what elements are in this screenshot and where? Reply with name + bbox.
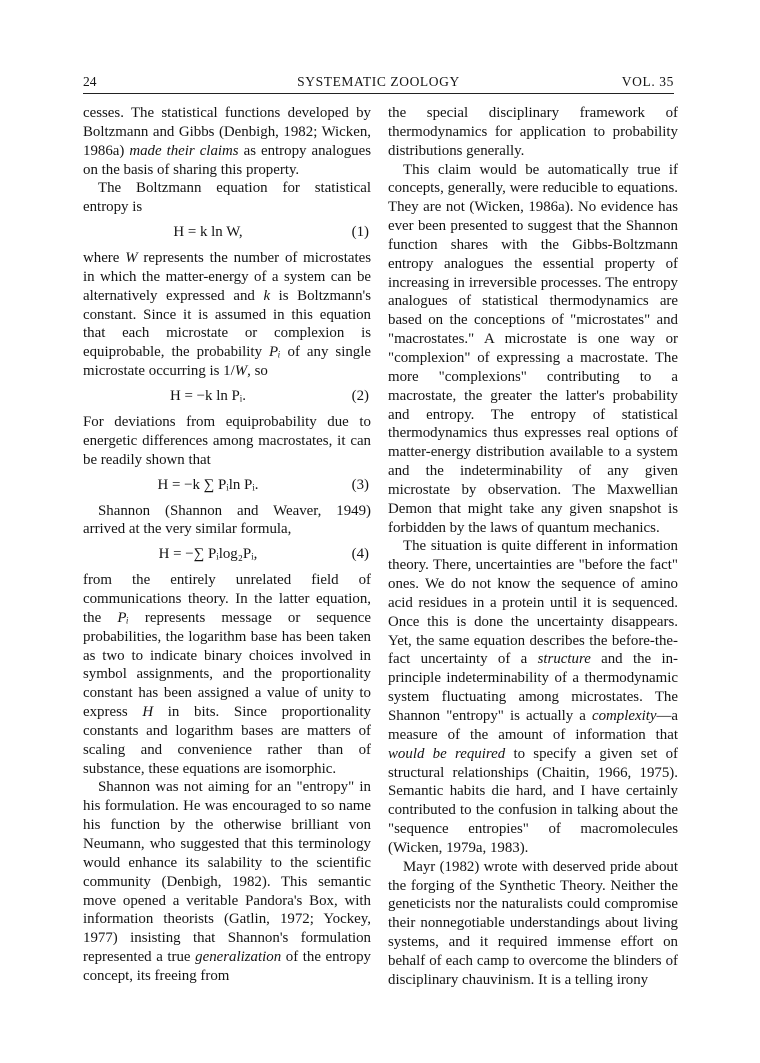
equation-number: (3) bbox=[351, 476, 369, 493]
right-column bbox=[388, 104, 678, 990]
equation-expression: H = −k ∑ Pᵢln Pᵢ. bbox=[157, 476, 259, 493]
equation-1 bbox=[83, 221, 371, 243]
equation-number: (2) bbox=[351, 387, 369, 404]
paragraph: The situation is quite different in information theory. There, uncertainties are "before the fact" ones. We do not know the sequence of amino acid residues in a protein until it is sequenced. Once this is done the uncertainty disappears. Yet, the same equation describes the before-the-fact uncertainty of a structure and the in-principle indeterminability of a thermodynamic system fluctuating among microstates. The Shannon "entropy" is actually a complexity—a measure of the amount of information that would be required to specify a given set of structural relationships (Chaitin, 1966, 1975). Semantic habits die hard, and I have certainly contributed to the confusion in talking about the "sequence entropies" of macromolecules (Wicken, 1979a, 1983). bbox=[388, 538, 679, 856]
equation-number: (4) bbox=[351, 546, 369, 563]
paragraph: The Boltzmann equation for statistical entropy is bbox=[83, 180, 371, 216]
header-rule bbox=[83, 93, 674, 94]
equation-expression: H = −∑ Pᵢlog₂Pᵢ, bbox=[158, 546, 258, 563]
left-column bbox=[83, 104, 371, 986]
paragraph: where W represents the number of microstates in which the matter-energy of a system can be alternatively expressed and k is Boltzmann's constant. Since it is assumed in this equation that each microstate or complexion is equiprobable, the probability Pᵢ of any single microstate occurring is 1/W, so bbox=[83, 250, 372, 380]
paragraph: the special disciplinary framework of thermodynamics for application to probability distributions generally. bbox=[388, 105, 678, 159]
paragraph: Shannon (Shannon and Weaver, 1949) arrived at the very similar formula, bbox=[83, 502, 371, 538]
equation-4 bbox=[83, 543, 371, 565]
paragraph: cesses. The statistical functions developed by Boltzmann and Gibbs (Denbigh, 1982; Wicken, 1986a) made their claims as entropy analogues on the basis of sharing this property. bbox=[83, 105, 371, 178]
paragraph: For deviations from equiprobability due to energetic differences among macrostates, it can be readily shown that bbox=[83, 413, 371, 468]
paragraph: This claim would be automatically true if concepts, generally, were reducible to equations. They are not (Wicken, 1986a). No evidence has ever been presented to suggest that the Shannon function shares with the Gibbs-Boltzmann entropy analogues the essential property of increasing in irreversible processes. The entropy analogues of statistical thermodynamics are based on the conceptions of "microstates" and "macrostates." A microstate is one way or "complexion" of expressing a macrostate. The more "complexions" contributing to a macrostate, the greater the latter's probability and entropy. The entropy of statistical thermodynamics thus expresses real options of matter-energy distribution available to a system and the indeterminability of any given microstate by observation. The Maxwellian Demon that might take any given snapshot is forbidden by the laws of quantum mechanics. bbox=[388, 161, 678, 536]
equation-expression: H = k ln W, bbox=[173, 224, 243, 241]
running-header bbox=[83, 74, 674, 94]
volume-label: VOL. 35 bbox=[621, 74, 674, 89]
journal-title: SYSTEMATIC ZOOLOGY bbox=[297, 74, 460, 89]
equation-3 bbox=[83, 474, 371, 496]
paragraph: from the entirely unrelated field of communications theory. In the latter equation, the Pᵢ represents message or sequence probabilities, the logarithm base has been taken as two to indicate binary choices involved in symbol assignments, and the proportionality constant has been assigned a value of unity to express H in bits. Since proportionality constants and logarithm bases are matters of scaling and convenience rather than of substance, these equations are isomorphic. bbox=[83, 572, 371, 777]
paragraph: Mayr (1982) wrote with deserved pride about the forging of the Synthetic Theory. Neither the geneticists nor the naturalists could compromise their nonnegotiable understandings about living systems, and it required immense effort on behalf of each camp to overcome the blinders of disciplinary chauvinism. It is a telling irony bbox=[388, 858, 678, 988]
page-number: 24 bbox=[83, 74, 97, 89]
equation-2 bbox=[83, 385, 371, 407]
equation-expression: H = −k ln Pᵢ. bbox=[170, 387, 246, 404]
paragraph: Shannon was not aiming for an "entropy" in his formulation. He was encouraged to so name his function by the otherwise brilliant von Neumann, who suggested that this terminology would enhance its salability to the scientific community (Denbigh, 1982). This semantic move opened a veritable Pandora's Box, with information theorists (Gatlin, 1972; Yockey, 1977) insisting that Shannon's formulation represented a true generalization of the entropy concept, its freeing from bbox=[83, 779, 371, 984]
equation-number: (1) bbox=[351, 224, 369, 241]
